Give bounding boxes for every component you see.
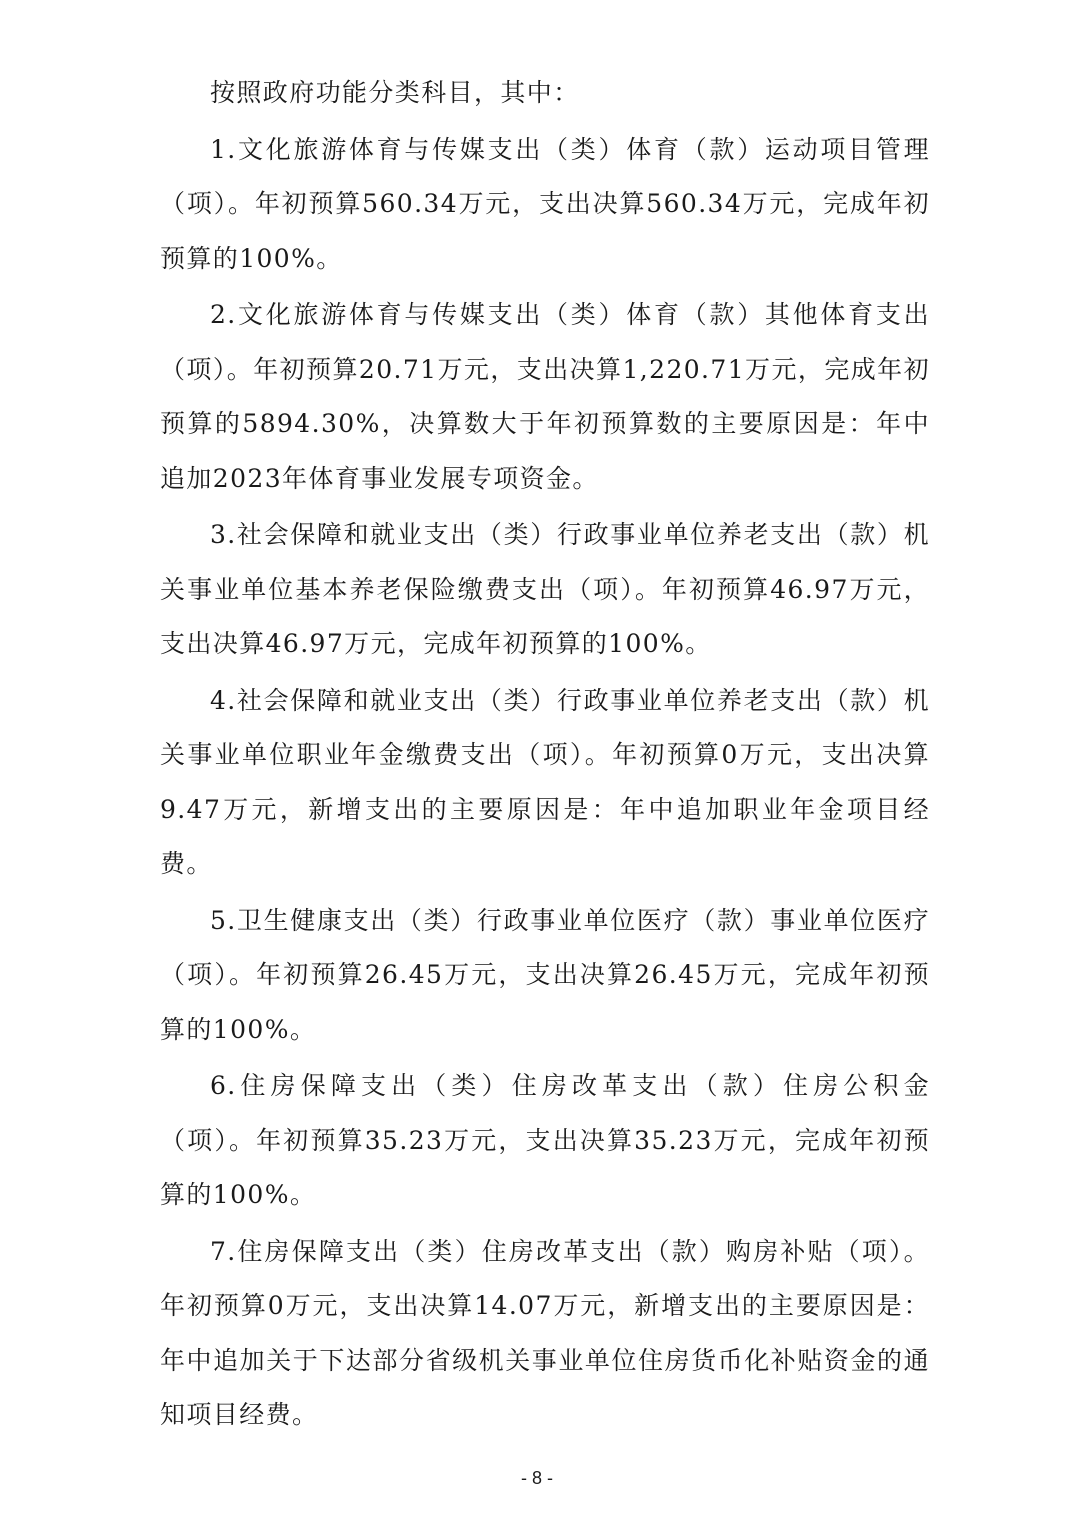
item-paragraph-6: 6.住房保障支出（类）住房改革支出（款）住房公积金（项）。年初预算35.23万元，支出决算35.23万元，完成年初预算的100%。 <box>160 1071 930 1209</box>
item-paragraph-5: 5.卫生健康支出（类）行政事业单位医疗（款）事业单位医疗（项）。年初预算26.45万元，支出决算26.45万元，完成年初预算的100%。 <box>160 905 930 1044</box>
intro-paragraph: 按照政府功能分类科目，其中： <box>210 78 580 107</box>
item-paragraph-4: 4.社会保障和就业支出（类）行政事业单位养老支出（款）机关事业单位职业年金缴费支出（项）。年初预算0万元，支出决算9.47万元，新增支出的主要原因是：年中追加职业年金项目经费。 <box>160 685 930 878</box>
document-body <box>160 66 930 1445</box>
item-paragraph-2: 2.文化旅游体育与传媒支出（类）体育（款）其他体育支出（项）。年初预算20.71万元，支出决算1,220.71万元，完成年初预算的5894.30%，决算数大于年初预算数的主要原因是：年中追加2023年体育事业发展专项资金。 <box>160 300 930 493</box>
page-number: - 8 - <box>520 1468 553 1488</box>
item-paragraph-3: 3.社会保障和就业支出（类）行政事业单位养老支出（款）机关事业单位基本养老保险缴费支出（项）。年初预算46.97万元，支出决算46.97万元，完成年初预算的100%。 <box>160 520 930 658</box>
item-paragraph-7: 7.住房保障支出（类）住房改革支出（款）购房补贴（项）。年初预算0万元，支出决算14.07万元，新增支出的主要原因是：年中追加关于下达部分省级机关事业单位住房货币化补贴资金的通知项目经费。 <box>160 1236 930 1429</box>
item-paragraph-1: 1.文化旅游体育与传媒支出（类）体育（款）运动项目管理（项）。年初预算560.34万元，支出决算560.34万元，完成年初预算的100%。 <box>160 134 930 273</box>
